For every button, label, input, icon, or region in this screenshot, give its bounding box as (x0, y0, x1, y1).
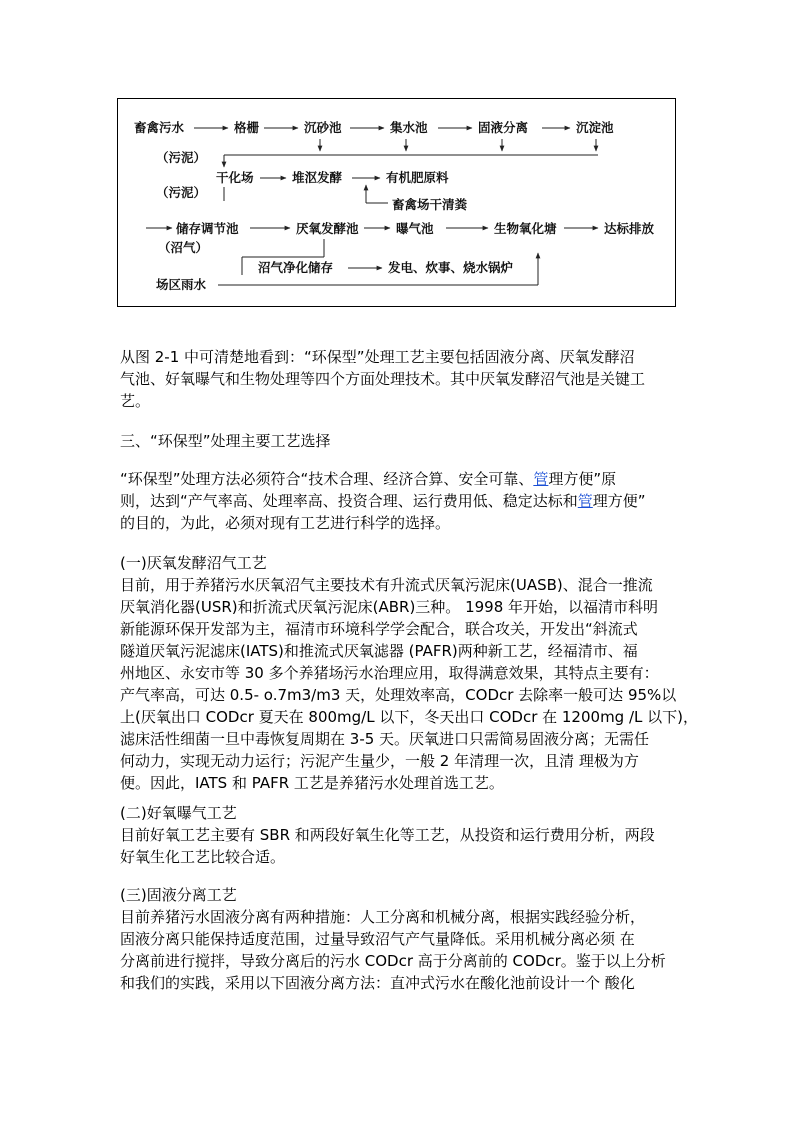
node-manure-removal: 畜禽场干清粪 (392, 197, 468, 212)
node-storage-tank: 储存调节池 (176, 221, 239, 236)
label-sludge-2: （污泥） (156, 185, 207, 200)
text-line: 和我们的实践，采用以下固液分离方法：直冲式污水在酸化池前设计一个 酸化 (120, 974, 635, 992)
text-line: 则，达到“产气率高、处理率高、投资合理、运行费用低、稳定达标和管理方便” (120, 492, 646, 510)
section-anaerobic (120, 552, 699, 794)
text-line: 气池、好氧曝气和生物处理等四个方面处理技术。其中厌氧发酵沼气池是关键工 (120, 370, 646, 388)
node-power-cooking: 发电、炊事、烧水锅炉 (388, 260, 514, 275)
text-line: 州地区、永安市等 30 多个养猪场污水治理应用，取得满意效果，其特点主要有： (120, 664, 659, 682)
node-solid-liquid-sep: 固液分离 (478, 120, 529, 135)
text-line: 分离前进行搅拌，导致分离后的污水 CODcr 高于分离前的 CODcr。鉴于以上分析 (120, 952, 666, 970)
text-line: 目前好氧工艺主要有 SBR 和两段好氧生化等工艺，从投资和运行费用分析，两段 (120, 826, 655, 844)
text-line: “环保型”处理方法必须符合“技术合理、经济合算、安全可靠、管理方便”原 (120, 470, 617, 488)
node-grit-chamber: 沉砂池 (304, 120, 342, 135)
link-management-2[interactable]: 管 (577, 492, 593, 510)
subsection-title: (三)固液分离工艺 (120, 886, 237, 904)
text-line: 新能源环保开发部为主，福清市环境科学学会配合，联合攻关，开发出“斜流式 (120, 620, 638, 638)
text-line: 从图 2-1 中可清楚地看到：“环保型”处理工艺主要包括固液分离、厌氧发酵沼 (120, 348, 635, 366)
subsection-title: (二)好氧曝气工艺 (120, 804, 237, 822)
node-settling-tank: 沉淀池 (576, 120, 614, 135)
flow-diagram (118, 99, 677, 308)
text-line: 目前养猪污水固液分离有两种措施：人工分离和机械分离，根据实践经验分析， (120, 908, 646, 926)
node-oxidation-pond: 生物氧化塘 (494, 221, 557, 236)
subsection-title: (一)厌氧发酵沼气工艺 (120, 554, 267, 572)
text-line: 上(厌氧出口 CODcr 夏天在 800mg/L 以下，冬天出口 CODcr 在 1200mg /L 以下)， (120, 708, 699, 726)
text-line: 艺。 (120, 392, 151, 410)
text-line: 厌氧消化器(USR)和折流式厌氧污泥床(ABR)三种。 1998 年开始，以福清市科明 (120, 598, 659, 616)
node-anaerobic-tank: 厌氧发酵池 (296, 221, 359, 236)
text-line: 滤床活性细菌一旦中毒恢复周期在 3-5 天。厌氧进口只需简易固液分离；无需任 (120, 730, 650, 748)
process-flow-figure (117, 98, 676, 307)
node-livestock-wastewater: 畜禽污水 (134, 120, 185, 135)
text-line: 何动力，实现无动力运行；污泥产生量少，一般 2 年清理一次，且清 理极为方 (120, 752, 639, 770)
text-line: 目前，用于养猪污水厌氧沼气主要技术有升流式厌氧污泥床(UASB)、混合一推流 (120, 576, 653, 594)
node-rainwater: 场区雨水 (156, 277, 207, 292)
section-heading-3: 三、“环保型”处理主要工艺选择 (120, 432, 331, 450)
text-line: 好氧生化工艺比较合适。 (120, 848, 286, 866)
node-biogas-purify: 沼气净化储存 (258, 260, 334, 275)
node-organic-fertilizer: 有机肥原料 (386, 170, 449, 185)
text-line: 便。因此，IATS 和 PAFR 工艺是养猪污水处理首选工艺。 (120, 774, 504, 792)
text-line: 固液分离只能保持适度范围，过量导致沼气产气量降低。采用机械分离必须 在 (120, 930, 635, 948)
node-drying-field: 干化场 (216, 170, 254, 185)
node-aeration-tank: 曝气池 (396, 221, 434, 236)
text-line: 的目的，为此，必须对现有工艺进行科学的选择。 (120, 514, 451, 532)
node-collection-tank: 集水池 (390, 120, 428, 135)
paragraph-principles (120, 468, 680, 534)
section-solid-liquid (120, 884, 680, 994)
label-sludge-1: （污泥） (156, 150, 207, 165)
paragraph-figure-summary (120, 346, 680, 412)
text-line: 产气率高，可达 0.5- o.7m3/m3 天，处理效率高，CODcr 去除率一般可达 95%以 (120, 686, 677, 704)
section-aerobic (120, 802, 680, 868)
text-line: 隧道厌氧污泥滤床(IATS)和推流式厌氧滤器 (PAFR)两种新工艺，经福清市、福 (120, 642, 638, 660)
node-compost: 堆沤发酵 (292, 170, 343, 185)
node-discharge: 达标排放 (604, 221, 655, 236)
label-biogas: （沼气） (158, 240, 209, 255)
node-grille: 格栅 (234, 120, 260, 135)
link-management[interactable]: 管 (533, 470, 549, 488)
